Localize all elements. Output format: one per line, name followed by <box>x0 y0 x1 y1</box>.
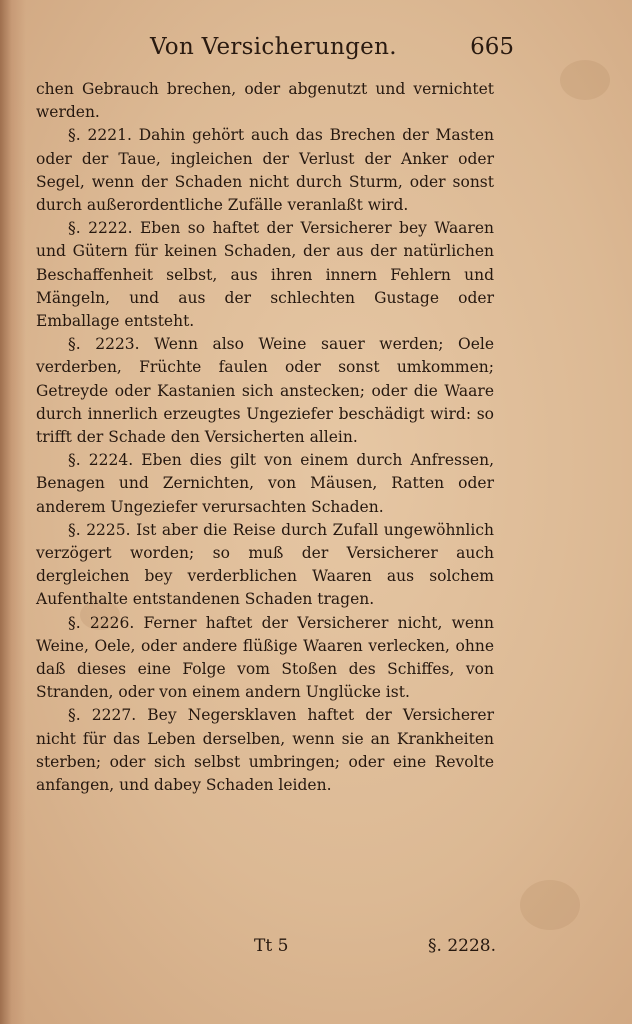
spine-shadow <box>0 0 26 1024</box>
paragraph-2227: §. 2227. Bey Negersklaven haftet der Versicherer nicht für das Leben derselben, wenn sie an Krankheiten sterben; oder sich selbst umbringen; oder eine Revolte anfangen, und dabey Schaden leiden. <box>36 706 494 795</box>
paper-stain <box>520 880 580 930</box>
paper-stain <box>560 60 610 100</box>
running-title: Von Versicherungen. <box>150 34 397 60</box>
paragraph-2226: §. 2226. Ferner haftet der Versicherer nicht, wenn Weine, Oele, oder andere flüßige Waaren verlecken, ohne daß dieses eine Folge vom Stoßen des Schiffes, von Stranden, oder von einem andern Unglücke ist. <box>36 613 494 702</box>
body-text <box>36 78 494 797</box>
paragraph-2222: §. 2222. Eben so haftet der Versicherer bey Waaren und Gütern für keinen Schaden, der aus der natürlichen Beschaffenheit selbst, aus ihren innern Fehlern und Mängeln, und aus der schlechten Gustage oder Emballage entsteht. <box>36 219 494 331</box>
paragraph-continuation: chen Gebrauch brechen, oder abgenutzt und vernichtet werden. <box>36 80 494 122</box>
signature-mark: Tt 5 <box>254 936 289 956</box>
paragraph-2223: §. 2223. Wenn also Weine sauer werden; Oele verderben, Früchte faulen oder sonst umkommen; Getreyde oder Kastanien sich anstecken; oder die Waare durch innerlich erzeugtes Ungeziefer beschädigt wird: so trifft der Schade den Versicherten allein. <box>36 335 494 447</box>
catchword: §. 2228. <box>428 936 496 956</box>
page-header <box>150 28 514 68</box>
page-footer <box>36 936 496 966</box>
paragraph-2225: §. 2225. Ist aber die Reise durch Zufall ungewöhnlich verzögert worden; so muß der Versicherer auch dergleichen bey verderblichen Waaren aus solchem Aufenthalte entstandenen Schaden tragen. <box>36 520 494 609</box>
paragraph-2221: §. 2221. Dahin gehört auch das Brechen der Masten oder der Taue, ingleichen der Verlust der Anker oder Segel, wenn der Schaden nicht durch Sturm, oder sonst durch außerordentliche Zufälle veranlaßt wird. <box>36 126 494 215</box>
paragraph-2224: §. 2224. Eben dies gilt von einem durch Anfressen, Benagen und Zernichten, von Mäusen, Ratten oder anderem Ungeziefer verursachten Schaden. <box>36 451 494 516</box>
page-number: 665 <box>470 34 514 60</box>
